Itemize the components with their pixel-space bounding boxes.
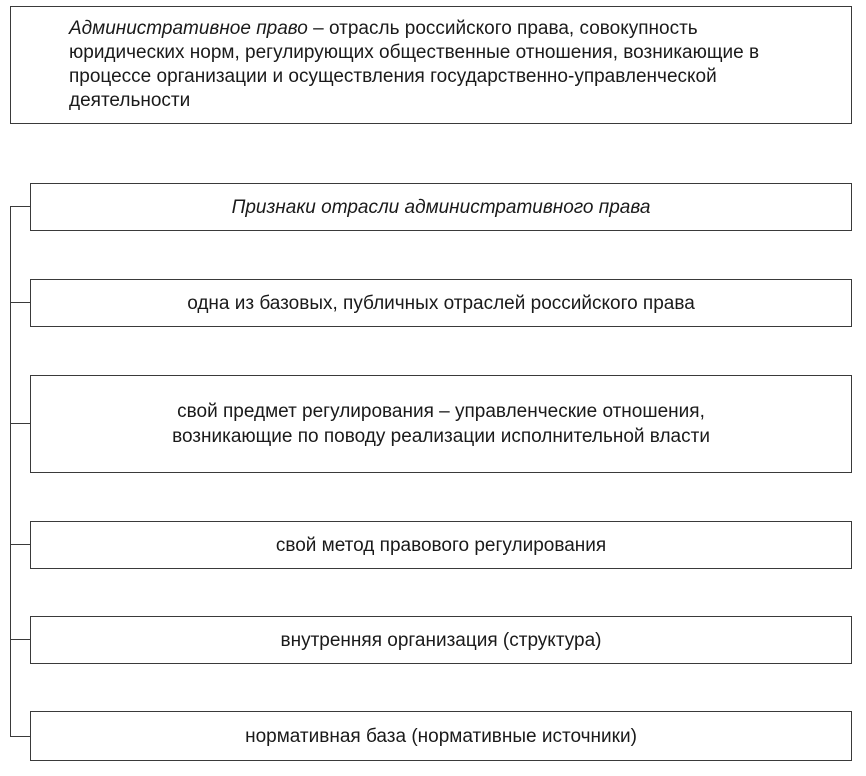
feature-text: свой предмет регулирования – управленческие отношения, возникающие по поводу реализации исполнительной власти bbox=[172, 401, 710, 447]
connector-spine bbox=[10, 206, 11, 737]
connector-tick bbox=[10, 302, 30, 303]
definition-text bbox=[69, 17, 793, 113]
feature-text: одна из базовых, публичных отраслей российского права bbox=[187, 292, 695, 314]
feature-text: нормативная база (нормативные источники) bbox=[245, 725, 637, 747]
definition-box bbox=[10, 6, 852, 124]
feature-box-3 bbox=[30, 521, 852, 569]
feature-box-1 bbox=[30, 279, 852, 327]
features-heading-box bbox=[30, 183, 852, 231]
definition-term: Административное право bbox=[69, 18, 308, 39]
feature-box-5 bbox=[30, 711, 852, 761]
connector-tick bbox=[10, 206, 30, 207]
feature-box-4 bbox=[30, 616, 852, 664]
feature-box-2 bbox=[30, 375, 852, 473]
definition-body: – отрасль российского права, совокупность юридических норм, регулирующих общественные отношения, возникающие в процессе организации и осуществления государственно-управленческой деятельности bbox=[69, 18, 760, 111]
feature-text: внутренняя организация (структура) bbox=[280, 629, 602, 651]
connector-tick bbox=[10, 423, 30, 424]
connector-tick bbox=[10, 544, 30, 545]
feature-text: свой метод правового регулирования bbox=[275, 534, 607, 556]
connector-tick bbox=[10, 736, 30, 737]
connector-tick bbox=[10, 639, 30, 640]
features-heading: Признаки отрасли административного права bbox=[231, 196, 651, 218]
